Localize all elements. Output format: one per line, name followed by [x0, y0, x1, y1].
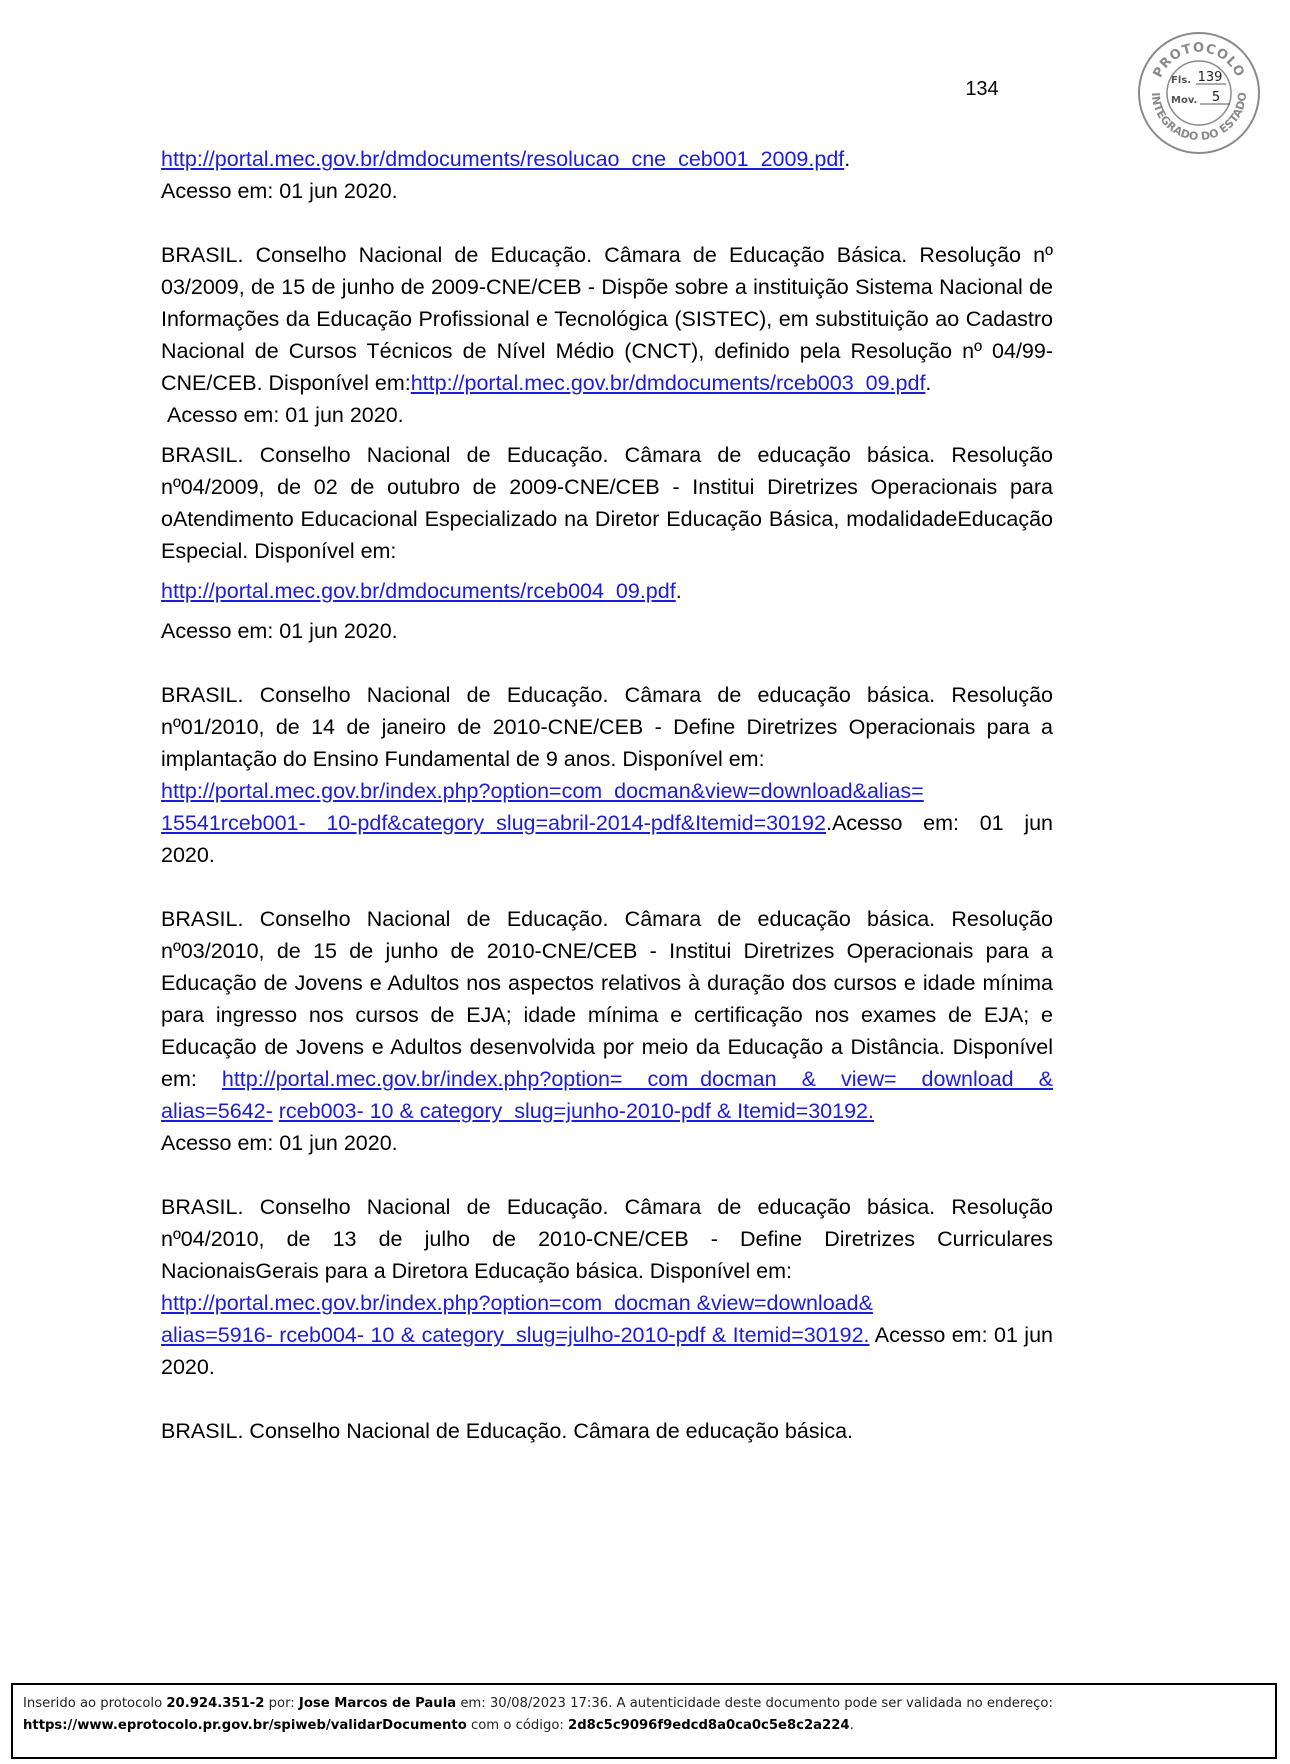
- reference-3-link-line-1[interactable]: http://portal.mec.gov.br/index.php?option=com_docman&view=download&alias=: [161, 779, 924, 803]
- reference-4-link-line-1[interactable]: http://portal.mec.gov.br/index.php?option= com_docman & view= download & alias=5642-: [161, 1067, 1053, 1123]
- reference-2-text: BRASIL. Conselho Nacional de Educação. Câmara de educação básica. Resolução nº04/2009, de 02 de outubro de 2009-CNE/CEB - Institui Diretrizes Operacionais para oAtendimento Educacional Especializado na Diretor Educação Básica, modalidadeEducação Especial. Disponível em:: [161, 443, 1053, 563]
- reference-2-access: Acesso em: 01 jun 2020.: [161, 619, 398, 643]
- footer-end: .: [849, 1718, 854, 1733]
- footer-by: por:: [268, 1696, 295, 1711]
- reference-4: [161, 903, 1053, 1159]
- reference-3-text: BRASIL. Conselho Nacional de Educação. Câmara de educação básica. Resolução nº01/2010, de 14 de janeiro de 2010-CNE/CEB - Define Diretrizes Operacionais para a implantação do Ensino Fundamental de 9 anos. Disponível em:: [161, 683, 1053, 771]
- footer-protocol: 20.924.351-2: [166, 1696, 265, 1711]
- reference-0-access: Acesso em: 01 jun 2020.: [161, 179, 398, 203]
- stamp-fls-value: 139: [1197, 70, 1223, 85]
- reference-3: BRASIL. Conselho Nacional de Educação. Câmara de educação básica. Resolução nº01/2010, de 14 de janeiro de 2010-CNE/CEB - Define Diretrizes Operacionais para a implantação do Ensino Fundamental de 9 anos. Disponível em: http://portal.mec.gov.br/index.php?option=com_docman&view=download&alias= 15541rceb001- 10-pdf&category_slug=abril-2014-pdf&Itemid=30192.Acesso em: 01 jun 2020.: [161, 683, 1054, 867]
- footer-validation-url[interactable]: https://www.eprotocolo.pr.gov.br/spiweb/validarDocumento: [23, 1718, 467, 1733]
- reference-1-access: Acesso em: 01 jun 2020.: [167, 403, 404, 427]
- reference-5-text: BRASIL. Conselho Nacional de Educação. Câmara de educação básica. Resolução nº04/2010, de 13 de julho de 2010-CNE/CEB - Define Diretrizes Curriculares NacionaisGerais para a Diretora Educação básica. Disponível em:: [161, 1195, 1053, 1283]
- footer-prefix: Inserido ao protocolo: [23, 1696, 163, 1711]
- reference-3-link-line-2[interactable]: 15541rceb001- 10-pdf&category_slug=abril-2014-pdf&Itemid=30192: [161, 811, 826, 835]
- protocol-stamp: [1136, 30, 1262, 156]
- stamp-bottom-text: INTEGRADO DO ESTADO: [1148, 91, 1250, 144]
- reference-5-access: Acesso em: 01 jun 2020.: [161, 1323, 1053, 1379]
- reference-1-link[interactable]: http://portal.mec.gov.br/dmdocuments/rceb003_09.pdf: [410, 371, 926, 395]
- reference-5: [161, 1191, 1053, 1383]
- stamp-mov-label: Mov.: [1171, 95, 1198, 106]
- footer-code-label: com o código:: [470, 1718, 564, 1733]
- reference-0-link[interactable]: http://portal.mec.gov.br/dmdocuments/resolucao_cne_ceb001_2009.pdf: [161, 147, 845, 171]
- reference-4-access: Acesso em: 01 jun 2020.: [161, 1131, 398, 1155]
- reference-5-link-line-2[interactable]: alias=5916- rceb004- 10 & category_slug=julho-2010-pdf & Itemid=30192.: [161, 1323, 870, 1347]
- footer-author: Jose Marcos de Paula: [298, 1696, 457, 1711]
- reference-5-link-line-1[interactable]: http://portal.mec.gov.br/index.php?option=com_docman &view=download&: [161, 1291, 873, 1315]
- authenticity-footer: [11, 1683, 1277, 1759]
- reference-3-access: Acesso em: 01 jun 2020.: [161, 811, 1054, 867]
- footer-date-text: em: 30/08/2023 17:36. A autenticidade deste documento pode ser validada no endereço:: [460, 1696, 1053, 1711]
- reference-4-link-line-2[interactable]: rceb003- 10 & category_slug=junho-2010-pdf & Itemid=30192.: [278, 1099, 874, 1123]
- footer-code: 2d8c5c9096f9edcd8a0ca0c5e8c2a224: [568, 1718, 850, 1733]
- reference-0: http://portal.mec.gov.br/dmdocuments/resolucao_cne_ceb001_2009.pdf. Acesso em: 01 jun 2020.: [161, 147, 851, 203]
- stamp-top-text: PROTOCOLO: [1150, 40, 1248, 81]
- page-number: 134: [965, 78, 999, 100]
- reference-1-text: BRASIL. Conselho Nacional de Educação. Câmara de Educação Básica. Resolução nº 03/2009, de 15 de junho de 2009-CNE/CEB - Dispõe sobre a instituição Sistema Nacional de Informações da Educação Profissional e Tecnológica (SISTEC), em substituição ao Cadastro Nacional de Cursos Técnicos de Nível Médio (CNCT), definido pela Resolução nº 04/99-CNE/CEB. Disponível em:: [161, 243, 1053, 395]
- references-list: [161, 143, 1053, 1447]
- svg-text:INTEGRADO DO ESTADO: [1149, 92, 1249, 144]
- stamp-mov-value: 5: [1211, 90, 1221, 105]
- reference-2-url-line: http://portal.mec.gov.br/dmdocuments/rceb004_09.pdf.: [161, 579, 682, 603]
- reference-2-link[interactable]: http://portal.mec.gov.br/dmdocuments/rceb004_09.pdf: [161, 579, 676, 603]
- stamp-fls-label: Fls.: [1171, 75, 1192, 86]
- reference-1: BRASIL. Conselho Nacional de Educação. Câmara de Educação Básica. Resolução nº 03/2009, de 15 de junho de 2009-CNE/CEB - Dispõe sobre a instituição Sistema Nacional de Informações da Educação Profissional e Tecnológica (SISTEC), em substituição ao Cadastro Nacional de Cursos Técnicos de Nível Médio (CNCT), definido pela Resolução nº 04/99-CNE/CEB. Disponível em:http://portal.mec.gov.br/dmdocuments/rceb003_09.pdf.: [161, 243, 1053, 395]
- reference-6-text: BRASIL. Conselho Nacional de Educação. Câmara de educação básica.: [161, 1419, 853, 1443]
- reference-4-text: BRASIL. Conselho Nacional de Educação. Câmara de educação básica. Resolução nº03/2010, de 15 de junho de 2010-CNE/CEB - Institui Diretrizes Operacionais para a Educação de Jovens e Adultos nos aspectos relativos à duração dos cursos e idade mínima para ingresso nos cursos de EJA; idade mínima e certificação nos exames de EJA; e Educação de Jovens e Adultos desenvolvida por meio da Educação a Distância. Disponível em:: [161, 907, 1053, 1091]
